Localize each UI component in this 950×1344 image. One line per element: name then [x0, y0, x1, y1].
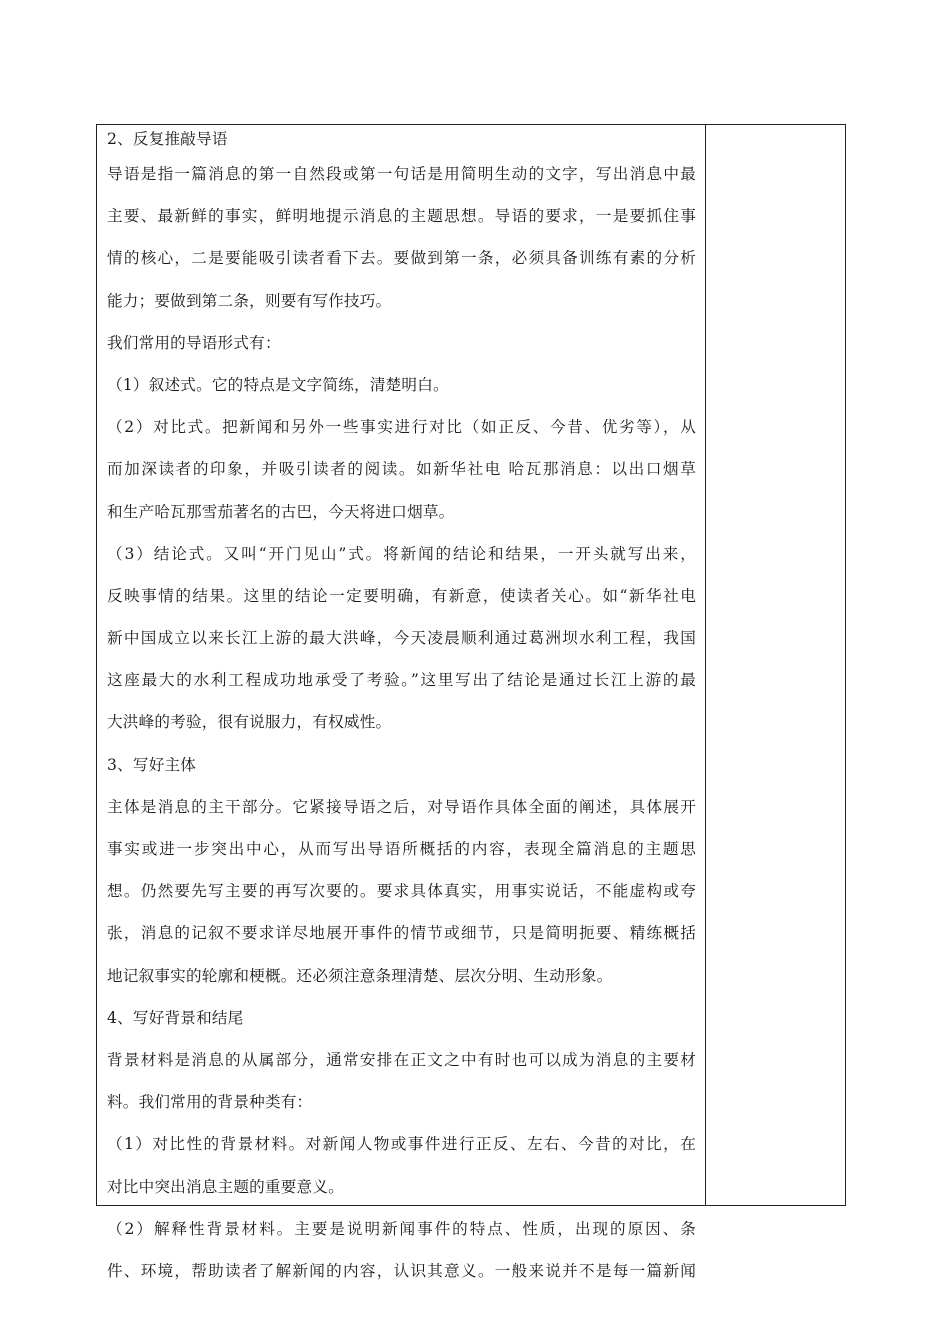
section-heading: 3、写好主体	[107, 755, 197, 774]
paragraph-line: 事实或进一步突出中心，从而写出导语所概括的内容，表现全篇消息的主题思	[107, 840, 696, 858]
paragraph-line: 能力；要做到第二条，则要有写作技巧。	[107, 291, 392, 310]
list-item-line: （1）对比性的背景材料。对新闻人物或事件进行正反、左右、今昔的对比，在	[107, 1135, 696, 1154]
paragraph-line: 主体是消息的主干部分。它紧接导语之后，对导语作具体全面的阐述，具体展开	[107, 797, 696, 816]
paragraph-line: 背景材料是消息的从属部分，通常安排在正文之中有时也可以成为消息的主要材	[107, 1050, 696, 1069]
paragraph-line: 地记叙事实的轮廓和梗概。还必须注意条理清楚、层次分明、生动形象。	[107, 966, 613, 985]
section-heading: 4、写好背景和结尾	[107, 1008, 244, 1027]
list-item-line: （2）对比式。把新闻和另外一些事实进行对比（如正反、今昔、优劣等），从	[107, 418, 696, 437]
paragraph-line: 主要、最新鲜的事实，鲜明地提示消息的主题思想。导语的要求，一是要抓住事	[107, 207, 696, 226]
section-heading: 2、反复推敲导语	[107, 130, 228, 148]
paragraph-line: 大洪峰的考验，很有说服力，有权威性。	[107, 713, 392, 732]
paragraph-line: 情的核心，二是要能吸引读者看下去。要做到第一条，必须具备训练有素的分析	[107, 249, 696, 268]
paragraph-line: 对比中突出消息主题的重要意义。	[107, 1177, 344, 1196]
notes-cell	[706, 125, 845, 1205]
paragraph-line: 新中国成立以来长江上游的最大洪峰，今天凌晨顺利通过葛洲坝水利工程，我国	[107, 629, 696, 648]
paragraph-line: 反映事情的结果。这里的结论一定要明确，有新意，使读者关心。如“新华社电	[107, 586, 696, 605]
paragraph-line: 料。我们常用的背景种类有：	[107, 1093, 313, 1112]
main-text-cell	[97, 125, 706, 1280]
paragraph-line: 这座最大的水利工程成功地承受了考验。”这里写出了结论是通过长江上游的最	[107, 671, 696, 690]
paragraph-line: 我们常用的导语形式有：	[107, 333, 281, 352]
list-item-line: （2）解释性背景材料。主要是说明新闻事件的特点、性质，出现的原因、条	[107, 1219, 696, 1238]
paragraph-line: 件、环境，帮助读者了解新闻的内容，认识其意义。一般来说并不是每一篇新闻	[107, 1261, 696, 1280]
list-item-line: （1）叙述式。它的特点是文字简练，清楚明白。	[107, 375, 449, 394]
paragraph-line: 而加深读者的印象，并吸引读者的阅读。如新华社电 哈瓦那消息：以出口烟草	[107, 460, 696, 479]
paragraph-line: 导语是指一篇消息的第一自然段或第一句话是用简明生动的文字，写出消息中最	[107, 165, 696, 183]
list-item-line: （3）结论式。又叫“开门见山”式。将新闻的结论和结果，一开头就写出来，	[107, 544, 696, 563]
paragraph-line: 和生产哈瓦那雪茄著名的古巴，今天将进口烟草。	[107, 502, 455, 521]
paragraph-line: 张，消息的记叙不要求详尽地展开事件的情节或细节，只是简明扼要、精练概括	[107, 924, 696, 943]
content-table	[96, 124, 846, 1280]
paragraph-line: 想。仍然要先写主要的再写次要的。要求具体真实，用事实说话，不能虚构或夸	[107, 882, 696, 901]
